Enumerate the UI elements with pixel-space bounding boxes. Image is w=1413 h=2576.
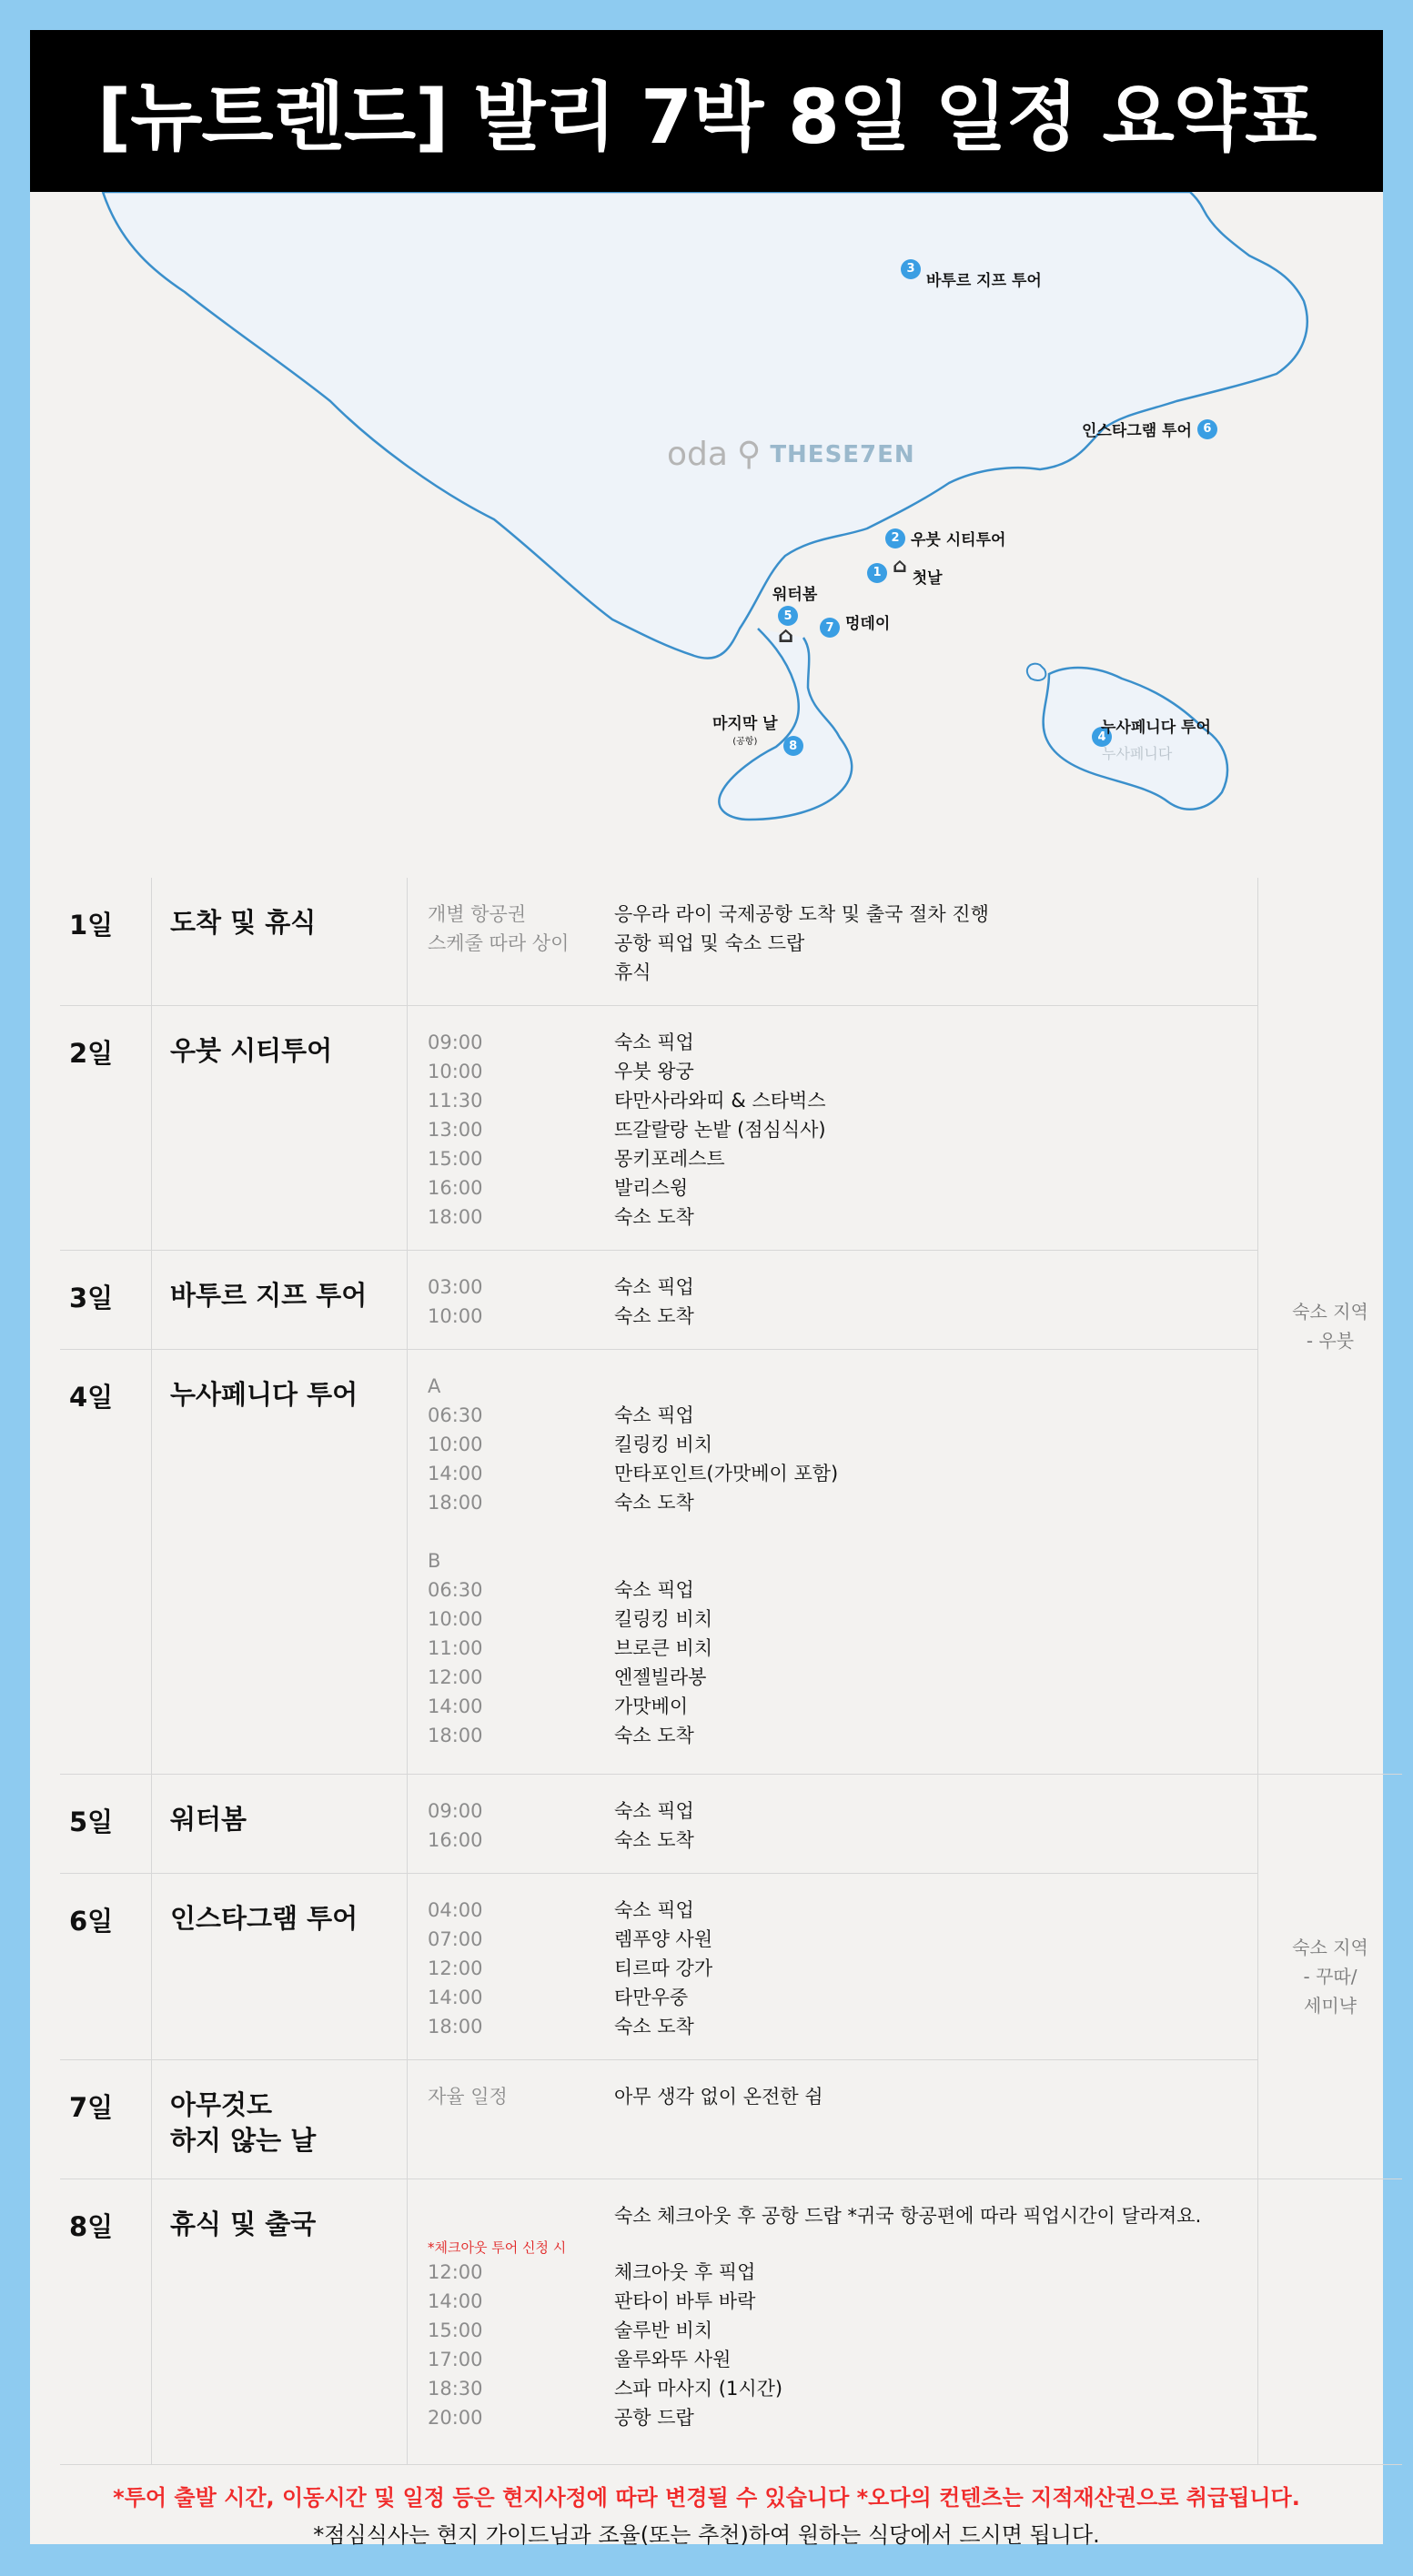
map-pin-4: 4 누사페니다 투어 xyxy=(1092,703,1211,747)
oda-logo: oda xyxy=(667,436,728,473)
day-number: 5일 xyxy=(60,1775,152,1874)
map-pin-7: 7 멍데이 xyxy=(820,618,890,638)
day-number: 4일 xyxy=(60,1350,152,1775)
day-details: 개별 항공권 응우라 라이 국제공항 도착 및 출국 절차 진행 스케줄 따라 상이 공항 픽업 및 숙소 드랍 휴식 xyxy=(408,878,1258,1006)
home-icon: ⌂ xyxy=(778,622,794,648)
bali-map xyxy=(30,192,1383,847)
day-details: 자율 일정 아무 생각 없이 온전한 쉼 xyxy=(408,2060,1258,2179)
day-details: 03:00 숙소 픽업 10:00 숙소 도착 xyxy=(408,1251,1258,1350)
day-number: 7일 xyxy=(60,2060,152,2179)
day-details: 숙소 체크아웃 후 공항 드랍 *귀국 항공편에 따라 픽업시간이 달라져요. *체크아웃 투어 신청 시 12:00 체크아웃 후 픽업 14:00 판타이 바투 바락 15:00 술루반 비치 17:00 울루와뚜 사원 18:30 스파 마사지 (1시간) 20:00 공항 드랍 xyxy=(408,2179,1258,2465)
day-details: 09:00 숙소 픽업 10:00 우붓 왕궁 11:30 타만사라와띠 & 스타벅스 13:00 뜨갈랄랑 논밭 (점심식사) 15:00 몽키포레스트 16:00 발리스윙 18:00 숙소 도착 xyxy=(408,1006,1258,1251)
map-pin-1: 1 ⌂ 첫날 xyxy=(867,558,943,588)
day-row-1 xyxy=(60,878,1402,1006)
day-details: A 06:30 숙소 픽업 10:00 킬링킹 비치 14:00 만타포인트(가맛베이 포함) 18:00 숙소 도착 B 06:30 숙소 픽업 10:00 킬링킹 비치 11:00 브로큰 비치 12:00 엔젤빌라봉 14:00 가맛베이 18:00 숙소 도착 xyxy=(408,1350,1258,1775)
day-details: 09:00 숙소 픽업 16:00 숙소 도착 xyxy=(408,1775,1258,1874)
day-title: 인스타그램 투어 xyxy=(152,1874,408,2060)
footer-warning: *투어 출발 시간, 이동시간 및 일정 등은 현지사정에 따라 변경될 수 있습니다 *오다의 컨텐츠는 지적재산권으로 취급됩니다. xyxy=(113,2485,1300,2511)
day-number: 3일 xyxy=(60,1251,152,1350)
map-outline xyxy=(30,192,1383,847)
map-pin-8: 마지막 날 (공항) 8 xyxy=(712,710,803,747)
page-title: [뉴트렌드] 발리 7박 8일 일정 요약표 xyxy=(30,30,1383,192)
day-row-6 xyxy=(60,1874,1402,2060)
day-row-8 xyxy=(60,2179,1402,2465)
day-title: 바투르 지프 투어 xyxy=(152,1251,408,1350)
home-icon: ⌂ xyxy=(893,555,907,578)
footer-note: *점심식사는 현지 가이드님과 조율(또는 추천)하여 원하는 식당에서 드시면 됩니다. xyxy=(313,2522,1100,2548)
partner-logo: THESE7EN xyxy=(770,440,915,468)
map-pin-6: 인스타그램 투어 6 xyxy=(1082,418,1217,440)
map-pin-5: 워터봄 5 ⌂ xyxy=(772,586,818,648)
area-ubud: 숙소 지역 - 우붓 xyxy=(1258,878,1403,1775)
area-empty xyxy=(1258,2179,1403,2465)
option-a-label: A xyxy=(428,1375,441,1397)
footer-notes xyxy=(30,2480,1383,2549)
day-title: 아무것도 하지 않는 날 xyxy=(152,2060,408,2179)
day-row-4 xyxy=(60,1350,1402,1775)
day-row-2 xyxy=(60,1006,1402,1251)
day-title: 우붓 시티투어 xyxy=(152,1006,408,1251)
day-number: 8일 xyxy=(60,2179,152,2465)
day-row-3 xyxy=(60,1251,1402,1350)
day-title: 워터봄 xyxy=(152,1775,408,1874)
itinerary-table xyxy=(60,878,1402,2465)
itinerary-card xyxy=(30,30,1383,2548)
map-pin-2: 2 우붓 시티투어 xyxy=(885,527,1005,549)
day-title: 누사페니다 투어 xyxy=(152,1350,408,1775)
day-number: 1일 xyxy=(60,878,152,1006)
day-row-7 xyxy=(60,2060,1402,2179)
day-number: 6일 xyxy=(60,1874,152,2060)
day-title: 도착 및 휴식 xyxy=(152,878,408,1006)
map-pin-3: 3 바투르 지프 투어 xyxy=(901,247,1042,290)
option-b-label: B xyxy=(428,1550,441,1572)
area-kuta: 숙소 지역 - 꾸따/ 세미냑 xyxy=(1258,1775,1403,2179)
island-label: 누사페니다 xyxy=(1102,745,1173,762)
checkout-tour-note: *체크아웃 투어 신청 시 xyxy=(428,2239,567,2256)
day-details: 04:00 숙소 픽업 07:00 렘푸양 사원 12:00 티르따 강가 14:00 타만우중 18:00 숙소 도착 xyxy=(408,1874,1258,2060)
pin-logo-icon: ⚲ xyxy=(736,436,762,473)
day-number: 2일 xyxy=(60,1006,152,1251)
brand-watermark xyxy=(667,436,915,473)
day-row-5 xyxy=(60,1775,1402,1874)
day-title: 휴식 및 출국 xyxy=(152,2179,408,2465)
